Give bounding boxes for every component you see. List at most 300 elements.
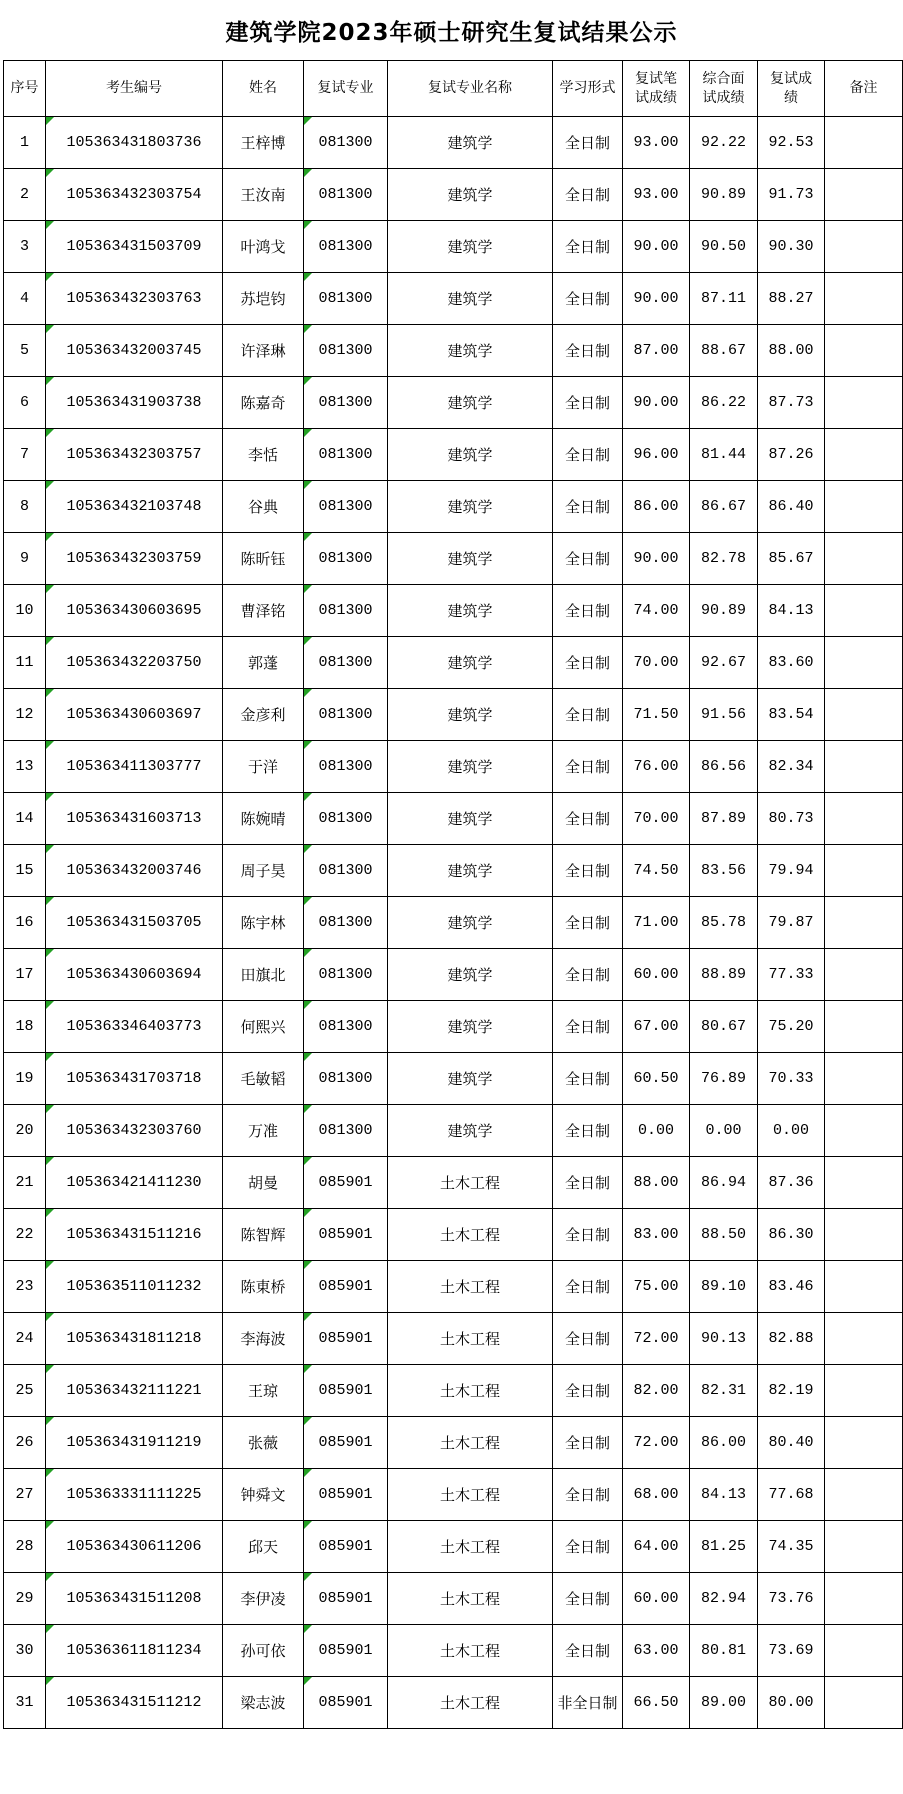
cell-major_name — [388, 1261, 553, 1313]
cell-text: 土木工程 — [439, 1226, 500, 1244]
text-format-indicator-icon — [304, 221, 312, 229]
text-format-indicator-icon — [46, 325, 54, 333]
cell-text: 80.67 — [700, 1018, 746, 1035]
cell-text: 建筑学 — [447, 602, 493, 620]
text-format-indicator-icon — [46, 1677, 54, 1685]
cell-interview_score — [690, 741, 758, 793]
cell-remark — [825, 689, 903, 741]
cell-text: 70.33 — [768, 1070, 814, 1087]
cell-study_form — [553, 1157, 623, 1209]
table-row — [4, 637, 903, 689]
cell-text: 105363432003745 — [66, 342, 202, 359]
cell-text: 田旗北 — [240, 966, 286, 984]
cell-text: 全日制 — [564, 186, 610, 204]
cell-final_score — [758, 1105, 825, 1157]
cell-major_name — [388, 1469, 553, 1521]
cell-text: 76.00 — [633, 758, 679, 775]
table-row — [4, 845, 903, 897]
cell-major_name — [388, 637, 553, 689]
cell-text: 非全日制 — [557, 1694, 618, 1712]
table-row — [4, 221, 903, 273]
cell-major_code — [304, 1365, 388, 1417]
text-format-indicator-icon — [46, 377, 54, 385]
cell-text: 88.50 — [700, 1226, 746, 1243]
cell-text: 82.78 — [700, 550, 746, 567]
cell-interview_score — [690, 169, 758, 221]
cell-text: 081300 — [318, 706, 373, 723]
cell-major_code — [304, 273, 388, 325]
cell-name — [223, 1209, 304, 1261]
cell-text: 全日制 — [564, 862, 610, 880]
column-header-name — [223, 61, 304, 117]
column-header-major_name — [388, 61, 553, 117]
cell-written_score — [623, 741, 690, 793]
cell-text: 86.94 — [700, 1174, 746, 1191]
table-row — [4, 1677, 903, 1729]
column-header-label: 备注 — [849, 80, 878, 97]
cell-text: 105363431511212 — [66, 1694, 202, 1711]
cell-text: 83.46 — [768, 1278, 814, 1295]
cell-final_score — [758, 169, 825, 221]
cell-text: 73.69 — [768, 1642, 814, 1659]
cell-interview_score — [690, 1417, 758, 1469]
cell-text: 10 — [15, 602, 34, 619]
cell-text: 建筑学 — [447, 342, 493, 360]
cell-study_form — [553, 741, 623, 793]
cell-text: 全日制 — [564, 914, 610, 932]
cell-written_score — [623, 897, 690, 949]
cell-text: 王汝南 — [240, 186, 286, 204]
cell-text: 建筑学 — [447, 1122, 493, 1140]
cell-major_name — [388, 689, 553, 741]
cell-study_form — [553, 1521, 623, 1573]
text-format-indicator-icon — [304, 637, 312, 645]
cell-index — [4, 585, 46, 637]
cell-text: 全日制 — [564, 1590, 610, 1608]
cell-text: 81.25 — [700, 1538, 746, 1555]
cell-study_form — [553, 169, 623, 221]
text-format-indicator-icon — [46, 1001, 54, 1009]
column-header-label: 复试专业名称 — [428, 80, 512, 97]
cell-final_score — [758, 1157, 825, 1209]
cell-text: 081300 — [318, 914, 373, 931]
column-header-exam_no — [46, 61, 223, 117]
cell-name — [223, 429, 304, 481]
cell-text: 全日制 — [564, 706, 610, 724]
table-row — [4, 897, 903, 949]
cell-index — [4, 637, 46, 689]
column-header-label: 复试成绩 — [769, 70, 812, 106]
text-format-indicator-icon — [46, 169, 54, 177]
cell-index — [4, 949, 46, 1001]
cell-text: 9 — [19, 550, 29, 567]
cell-text: 83.60 — [768, 654, 814, 671]
text-format-indicator-icon — [304, 1313, 312, 1321]
cell-text: 76.89 — [700, 1070, 746, 1087]
cell-final_score — [758, 1573, 825, 1625]
cell-text: 105363432303760 — [66, 1122, 202, 1139]
cell-text: 081300 — [318, 654, 373, 671]
cell-remark — [825, 637, 903, 689]
cell-text: 085901 — [318, 1538, 373, 1555]
text-format-indicator-icon — [46, 1417, 54, 1425]
cell-interview_score — [690, 273, 758, 325]
cell-text: 全日制 — [564, 1538, 610, 1556]
text-format-indicator-icon — [304, 1469, 312, 1477]
cell-text: 87.36 — [768, 1174, 814, 1191]
cell-text: 陈婉晴 — [240, 810, 286, 828]
cell-final_score — [758, 949, 825, 1001]
cell-interview_score — [690, 221, 758, 273]
cell-exam_no — [46, 1313, 223, 1365]
cell-text: 085901 — [318, 1486, 373, 1503]
cell-major_name — [388, 1105, 553, 1157]
cell-final_score — [758, 1261, 825, 1313]
page-title: 建筑学院2023年硕士研究生复试结果公示 — [225, 19, 678, 46]
cell-text: 建筑学 — [447, 1018, 493, 1036]
text-format-indicator-icon — [304, 1625, 312, 1633]
cell-index — [4, 1209, 46, 1261]
cell-remark — [825, 533, 903, 585]
cell-written_score — [623, 1053, 690, 1105]
cell-text: 15 — [15, 862, 34, 879]
cell-text: 86.00 — [633, 498, 679, 515]
cell-remark — [825, 1469, 903, 1521]
cell-text: 全日制 — [564, 446, 610, 464]
cell-text: 105363431511208 — [66, 1590, 202, 1607]
cell-text: 周子昊 — [240, 862, 286, 880]
cell-remark — [825, 1261, 903, 1313]
cell-major_name — [388, 585, 553, 637]
cell-written_score — [623, 429, 690, 481]
cell-written_score — [623, 637, 690, 689]
cell-major_code — [304, 949, 388, 1001]
cell-exam_no — [46, 1001, 223, 1053]
cell-study_form — [553, 1313, 623, 1365]
cell-final_score — [758, 1469, 825, 1521]
cell-text: 89.10 — [700, 1278, 746, 1295]
cell-text: 105363431903738 — [66, 394, 202, 411]
cell-text: 085901 — [318, 1590, 373, 1607]
cell-exam_no — [46, 117, 223, 169]
cell-index — [4, 377, 46, 429]
cell-name — [223, 1261, 304, 1313]
cell-index — [4, 273, 46, 325]
cell-text: 88.27 — [768, 290, 814, 307]
cell-written_score — [623, 169, 690, 221]
cell-study_form — [553, 1053, 623, 1105]
cell-remark — [825, 481, 903, 533]
cell-exam_no — [46, 1417, 223, 1469]
cell-exam_no — [46, 325, 223, 377]
table-row — [4, 429, 903, 481]
cell-major_code — [304, 845, 388, 897]
cell-interview_score — [690, 377, 758, 429]
cell-text: 105363431703718 — [66, 1070, 202, 1087]
cell-text: 陈嘉奇 — [240, 394, 286, 412]
cell-text: 105363411303777 — [66, 758, 202, 775]
cell-interview_score — [690, 1001, 758, 1053]
cell-text: 105363432303754 — [66, 186, 202, 203]
cell-major_name — [388, 169, 553, 221]
cell-written_score — [623, 1365, 690, 1417]
cell-text: 105363430603694 — [66, 966, 202, 983]
cell-final_score — [758, 637, 825, 689]
cell-text: 建筑学 — [447, 1070, 493, 1088]
cell-text: 90.13 — [700, 1330, 746, 1347]
text-format-indicator-icon — [304, 1521, 312, 1529]
text-format-indicator-icon — [304, 793, 312, 801]
cell-interview_score — [690, 1209, 758, 1261]
cell-text: 全日制 — [564, 1486, 610, 1504]
cell-study_form — [553, 481, 623, 533]
cell-remark — [825, 117, 903, 169]
cell-index — [4, 1157, 46, 1209]
text-format-indicator-icon — [46, 741, 54, 749]
cell-major_code — [304, 1521, 388, 1573]
cell-text: 82.00 — [633, 1382, 679, 1399]
cell-index — [4, 1625, 46, 1677]
cell-name — [223, 481, 304, 533]
cell-text: 84.13 — [700, 1486, 746, 1503]
cell-text: 085901 — [318, 1174, 373, 1191]
cell-text: 11 — [15, 654, 34, 671]
cell-study_form — [553, 533, 623, 585]
table-row — [4, 1209, 903, 1261]
cell-major_code — [304, 221, 388, 273]
cell-written_score — [623, 1105, 690, 1157]
cell-major_code — [304, 1157, 388, 1209]
cell-exam_no — [46, 481, 223, 533]
cell-text: 105363432111221 — [66, 1382, 202, 1399]
cell-text: 86.22 — [700, 394, 746, 411]
cell-text: 谷典 — [247, 498, 278, 516]
cell-name — [223, 1053, 304, 1105]
cell-text: 081300 — [318, 238, 373, 255]
cell-text: 70.00 — [633, 654, 679, 671]
cell-remark — [825, 1677, 903, 1729]
text-format-indicator-icon — [46, 1313, 54, 1321]
cell-study_form — [553, 1625, 623, 1677]
cell-text: 王琼 — [247, 1382, 278, 1400]
column-header-label: 复试笔试成绩 — [634, 70, 677, 106]
cell-text: 土木工程 — [439, 1642, 500, 1660]
text-format-indicator-icon — [46, 1625, 54, 1633]
text-format-indicator-icon — [46, 221, 54, 229]
cell-text: 30 — [15, 1642, 34, 1659]
cell-major_code — [304, 1677, 388, 1729]
cell-text: 93.00 — [633, 186, 679, 203]
cell-written_score — [623, 1209, 690, 1261]
cell-text: 80.81 — [700, 1642, 746, 1659]
cell-text: 77.68 — [768, 1486, 814, 1503]
cell-remark — [825, 1209, 903, 1261]
cell-major_code — [304, 689, 388, 741]
cell-final_score — [758, 429, 825, 481]
cell-remark — [825, 377, 903, 429]
cell-text: 李海波 — [240, 1330, 286, 1348]
cell-written_score — [623, 325, 690, 377]
cell-text: 63.00 — [633, 1642, 679, 1659]
cell-remark — [825, 845, 903, 897]
cell-remark — [825, 1001, 903, 1053]
cell-text: 081300 — [318, 1018, 373, 1035]
cell-text: 全日制 — [564, 1070, 610, 1088]
cell-name — [223, 741, 304, 793]
cell-study_form — [553, 689, 623, 741]
cell-text: 建筑学 — [447, 706, 493, 724]
cell-text: 081300 — [318, 134, 373, 151]
cell-final_score — [758, 273, 825, 325]
column-header-label: 姓名 — [249, 80, 277, 97]
text-format-indicator-icon — [304, 429, 312, 437]
text-format-indicator-icon — [46, 949, 54, 957]
cell-text: 25 — [15, 1382, 34, 1399]
cell-exam_no — [46, 741, 223, 793]
cell-major_code — [304, 1209, 388, 1261]
cell-written_score — [623, 273, 690, 325]
cell-remark — [825, 1157, 903, 1209]
cell-text: 17 — [15, 966, 34, 983]
cell-name — [223, 637, 304, 689]
cell-text: 86.67 — [700, 498, 746, 515]
cell-remark — [825, 793, 903, 845]
cell-text: 92.67 — [700, 654, 746, 671]
cell-name — [223, 117, 304, 169]
cell-remark — [825, 949, 903, 1001]
cell-text: 85.67 — [768, 550, 814, 567]
cell-text: 20 — [15, 1122, 34, 1139]
cell-text: 081300 — [318, 602, 373, 619]
cell-text: 李伊凌 — [240, 1590, 286, 1608]
cell-text: 105363421411230 — [66, 1174, 202, 1191]
cell-text: 081300 — [318, 1070, 373, 1087]
cell-interview_score — [690, 1469, 758, 1521]
cell-text: 全日制 — [564, 290, 610, 308]
cell-text: 105363431511216 — [66, 1226, 202, 1243]
cell-text: 90.00 — [633, 550, 679, 567]
cell-text: 87.73 — [768, 394, 814, 411]
cell-name — [223, 949, 304, 1001]
cell-text: 16 — [15, 914, 34, 931]
table-row — [4, 1469, 903, 1521]
cell-written_score — [623, 585, 690, 637]
cell-text: 081300 — [318, 1122, 373, 1139]
cell-text: 土木工程 — [439, 1174, 500, 1192]
cell-written_score — [623, 117, 690, 169]
cell-major_name — [388, 1313, 553, 1365]
cell-index — [4, 1365, 46, 1417]
cell-remark — [825, 169, 903, 221]
cell-final_score — [758, 845, 825, 897]
cell-final_score — [758, 1521, 825, 1573]
cell-text: 建筑学 — [447, 498, 493, 516]
cell-written_score — [623, 221, 690, 273]
cell-major_code — [304, 793, 388, 845]
cell-text: 105363430603695 — [66, 602, 202, 619]
cell-text: 105363430611206 — [66, 1538, 202, 1555]
cell-text: 2 — [19, 186, 29, 203]
cell-text: 许泽琳 — [240, 342, 286, 360]
cell-text: 60.00 — [633, 1590, 679, 1607]
cell-final_score — [758, 741, 825, 793]
cell-text: 83.56 — [700, 862, 746, 879]
cell-text: 建筑学 — [447, 186, 493, 204]
cell-written_score — [623, 1313, 690, 1365]
cell-exam_no — [46, 949, 223, 1001]
table-header — [4, 61, 903, 117]
cell-text: 90.89 — [700, 186, 746, 203]
cell-text: 6 — [19, 394, 29, 411]
table-row — [4, 273, 903, 325]
cell-final_score — [758, 1053, 825, 1105]
table-row — [4, 1313, 903, 1365]
text-format-indicator-icon — [304, 1261, 312, 1269]
cell-text: 邱天 — [247, 1538, 278, 1556]
table-row — [4, 793, 903, 845]
cell-name — [223, 1469, 304, 1521]
cell-interview_score — [690, 1157, 758, 1209]
cell-text: 90.89 — [700, 602, 746, 619]
text-format-indicator-icon — [304, 689, 312, 697]
cell-major_name — [388, 221, 553, 273]
cell-text: 全日制 — [564, 550, 610, 568]
cell-text: 081300 — [318, 758, 373, 775]
cell-text: 建筑学 — [447, 810, 493, 828]
cell-text: 土木工程 — [439, 1330, 500, 1348]
cell-text: 60.00 — [633, 966, 679, 983]
cell-text: 88.00 — [633, 1174, 679, 1191]
cell-text: 86.30 — [768, 1226, 814, 1243]
text-format-indicator-icon — [46, 793, 54, 801]
cell-text: 68.00 — [633, 1486, 679, 1503]
cell-interview_score — [690, 1625, 758, 1677]
cell-exam_no — [46, 1209, 223, 1261]
cell-text: 92.22 — [700, 134, 746, 151]
cell-text: 90.50 — [700, 238, 746, 255]
cell-major_name — [388, 1417, 553, 1469]
cell-remark — [825, 1105, 903, 1157]
cell-text: 全日制 — [564, 602, 610, 620]
cell-text: 67.00 — [633, 1018, 679, 1035]
cell-written_score — [623, 1469, 690, 1521]
cell-final_score — [758, 1365, 825, 1417]
cell-study_form — [553, 377, 623, 429]
cell-interview_score — [690, 1261, 758, 1313]
cell-text: 全日制 — [564, 1174, 610, 1192]
cell-study_form — [553, 1261, 623, 1313]
cell-interview_score — [690, 481, 758, 533]
cell-name — [223, 533, 304, 585]
text-format-indicator-icon — [46, 637, 54, 645]
cell-text: 83.54 — [768, 706, 814, 723]
cell-text: 土木工程 — [439, 1486, 500, 1504]
cell-final_score — [758, 1677, 825, 1729]
cell-text: 74.50 — [633, 862, 679, 879]
cell-major_name — [388, 481, 553, 533]
cell-text: 李恬 — [247, 446, 278, 464]
cell-major_name — [388, 533, 553, 585]
results-table — [3, 60, 903, 1729]
cell-exam_no — [46, 273, 223, 325]
cell-text: 085901 — [318, 1434, 373, 1451]
cell-text: 86.40 — [768, 498, 814, 515]
cell-written_score — [623, 1001, 690, 1053]
cell-name — [223, 1417, 304, 1469]
cell-text: 105363511011232 — [66, 1278, 202, 1295]
cell-text: 31 — [15, 1694, 34, 1711]
cell-major_name — [388, 741, 553, 793]
